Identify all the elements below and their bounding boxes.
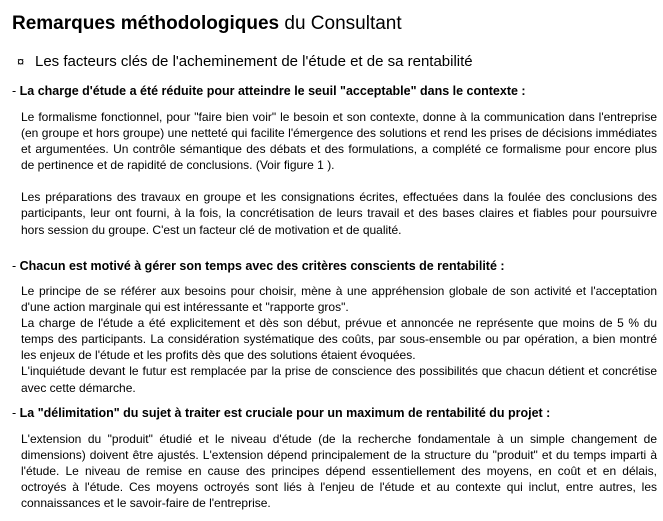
section-heading-text: Chacun est motivé à gérer son temps avec des critères conscients de rentabilité : (19, 259, 505, 273)
dash-marker: - (12, 406, 20, 420)
section-heading (12, 258, 505, 274)
section-body (21, 283, 657, 396)
subtitle (17, 52, 473, 71)
subtitle-text: Les facteurs clés de l'acheminement de l'étude et de sa rentabilité (35, 53, 473, 70)
section-heading (12, 405, 550, 421)
dash-marker: - (12, 84, 20, 98)
paragraph: L'extension du "produit" étudié et le niveau d'étude (de la recherche fondamentale à un simple changement de dimensions) doivent être ajustés. L'extension dépend principalement de la structure du "produit" et du temps imparti à l'étude. Le niveau de remise en cause des principes dépend essentiellement des moyens, en coût et en délais, octroyés à l'étude. Ces moyens octroyés sont liés à l'enjeu de l'étude et au contexte qui inclut, entre autres, les connaissances et le savoir-faire de l'entreprise. (21, 432, 657, 511)
section-heading (12, 83, 526, 99)
section-body (21, 431, 657, 511)
paragraph: Les préparations des travaux en groupe et les consignations écrites, effectuées dans la foulée des conclusions des participants, leur ont fourni, à la fois, la concrétisation de leurs travail et des bases claires et fiables pour poursuivre hors session du groupe. C'est un facteur clé de motivation et de qualité. (21, 190, 657, 237)
section-heading-text: La "délimitation" du sujet à traiter est cruciale pour un maximum de rentabilité du projet : (19, 406, 551, 420)
dash-marker: - (12, 259, 20, 273)
title-rest: du Consultant (279, 13, 402, 34)
bullet-icon: ¤ (17, 54, 25, 69)
document-title (12, 12, 402, 36)
title-bold-part: Remarques méthodologiques (12, 13, 280, 34)
paragraph: Le principe de se référer aux besoins pour choisir, mène à une appréhension globale de son activité et l'acceptation d'une action marginale qui est intéressante et "rapporte gros". (21, 284, 657, 315)
paragraph: L'inquiétude devant le futur est remplacée par la prise de conscience des possibilités que chacun détient et concrétise avec cette démarche. (21, 364, 657, 395)
section-body (21, 109, 657, 238)
paragraph: Le formalisme fonctionnel, pour "faire bien voir" le besoin et son contexte, donne à la communication dans l'entreprise (en groupe et hors groupe) une netteté qui facilite l'émergence des solutions et rend les prises de décisions immédiates et argumentées. Un contrôle sémantique des débats et des formulations, a complété ce formalisme pour encore plus de pertinence et de rapidité de conclusions. (Voir figure 1 ). (21, 110, 657, 173)
section-heading-text: La charge d'étude a été réduite pour atteindre le seuil "acceptable" dans le contexte : (19, 84, 526, 98)
paragraph: La charge de l'étude a été explicitement et dès son début, prévue et annoncée ne représente que moins de 5 % du temps des participants. La considération systématique des coûts, par sous-ensemble ou par opération, a bien montré les enjeux de l'étude et les profits dès que des solutions étaient évoquées. (21, 316, 657, 363)
